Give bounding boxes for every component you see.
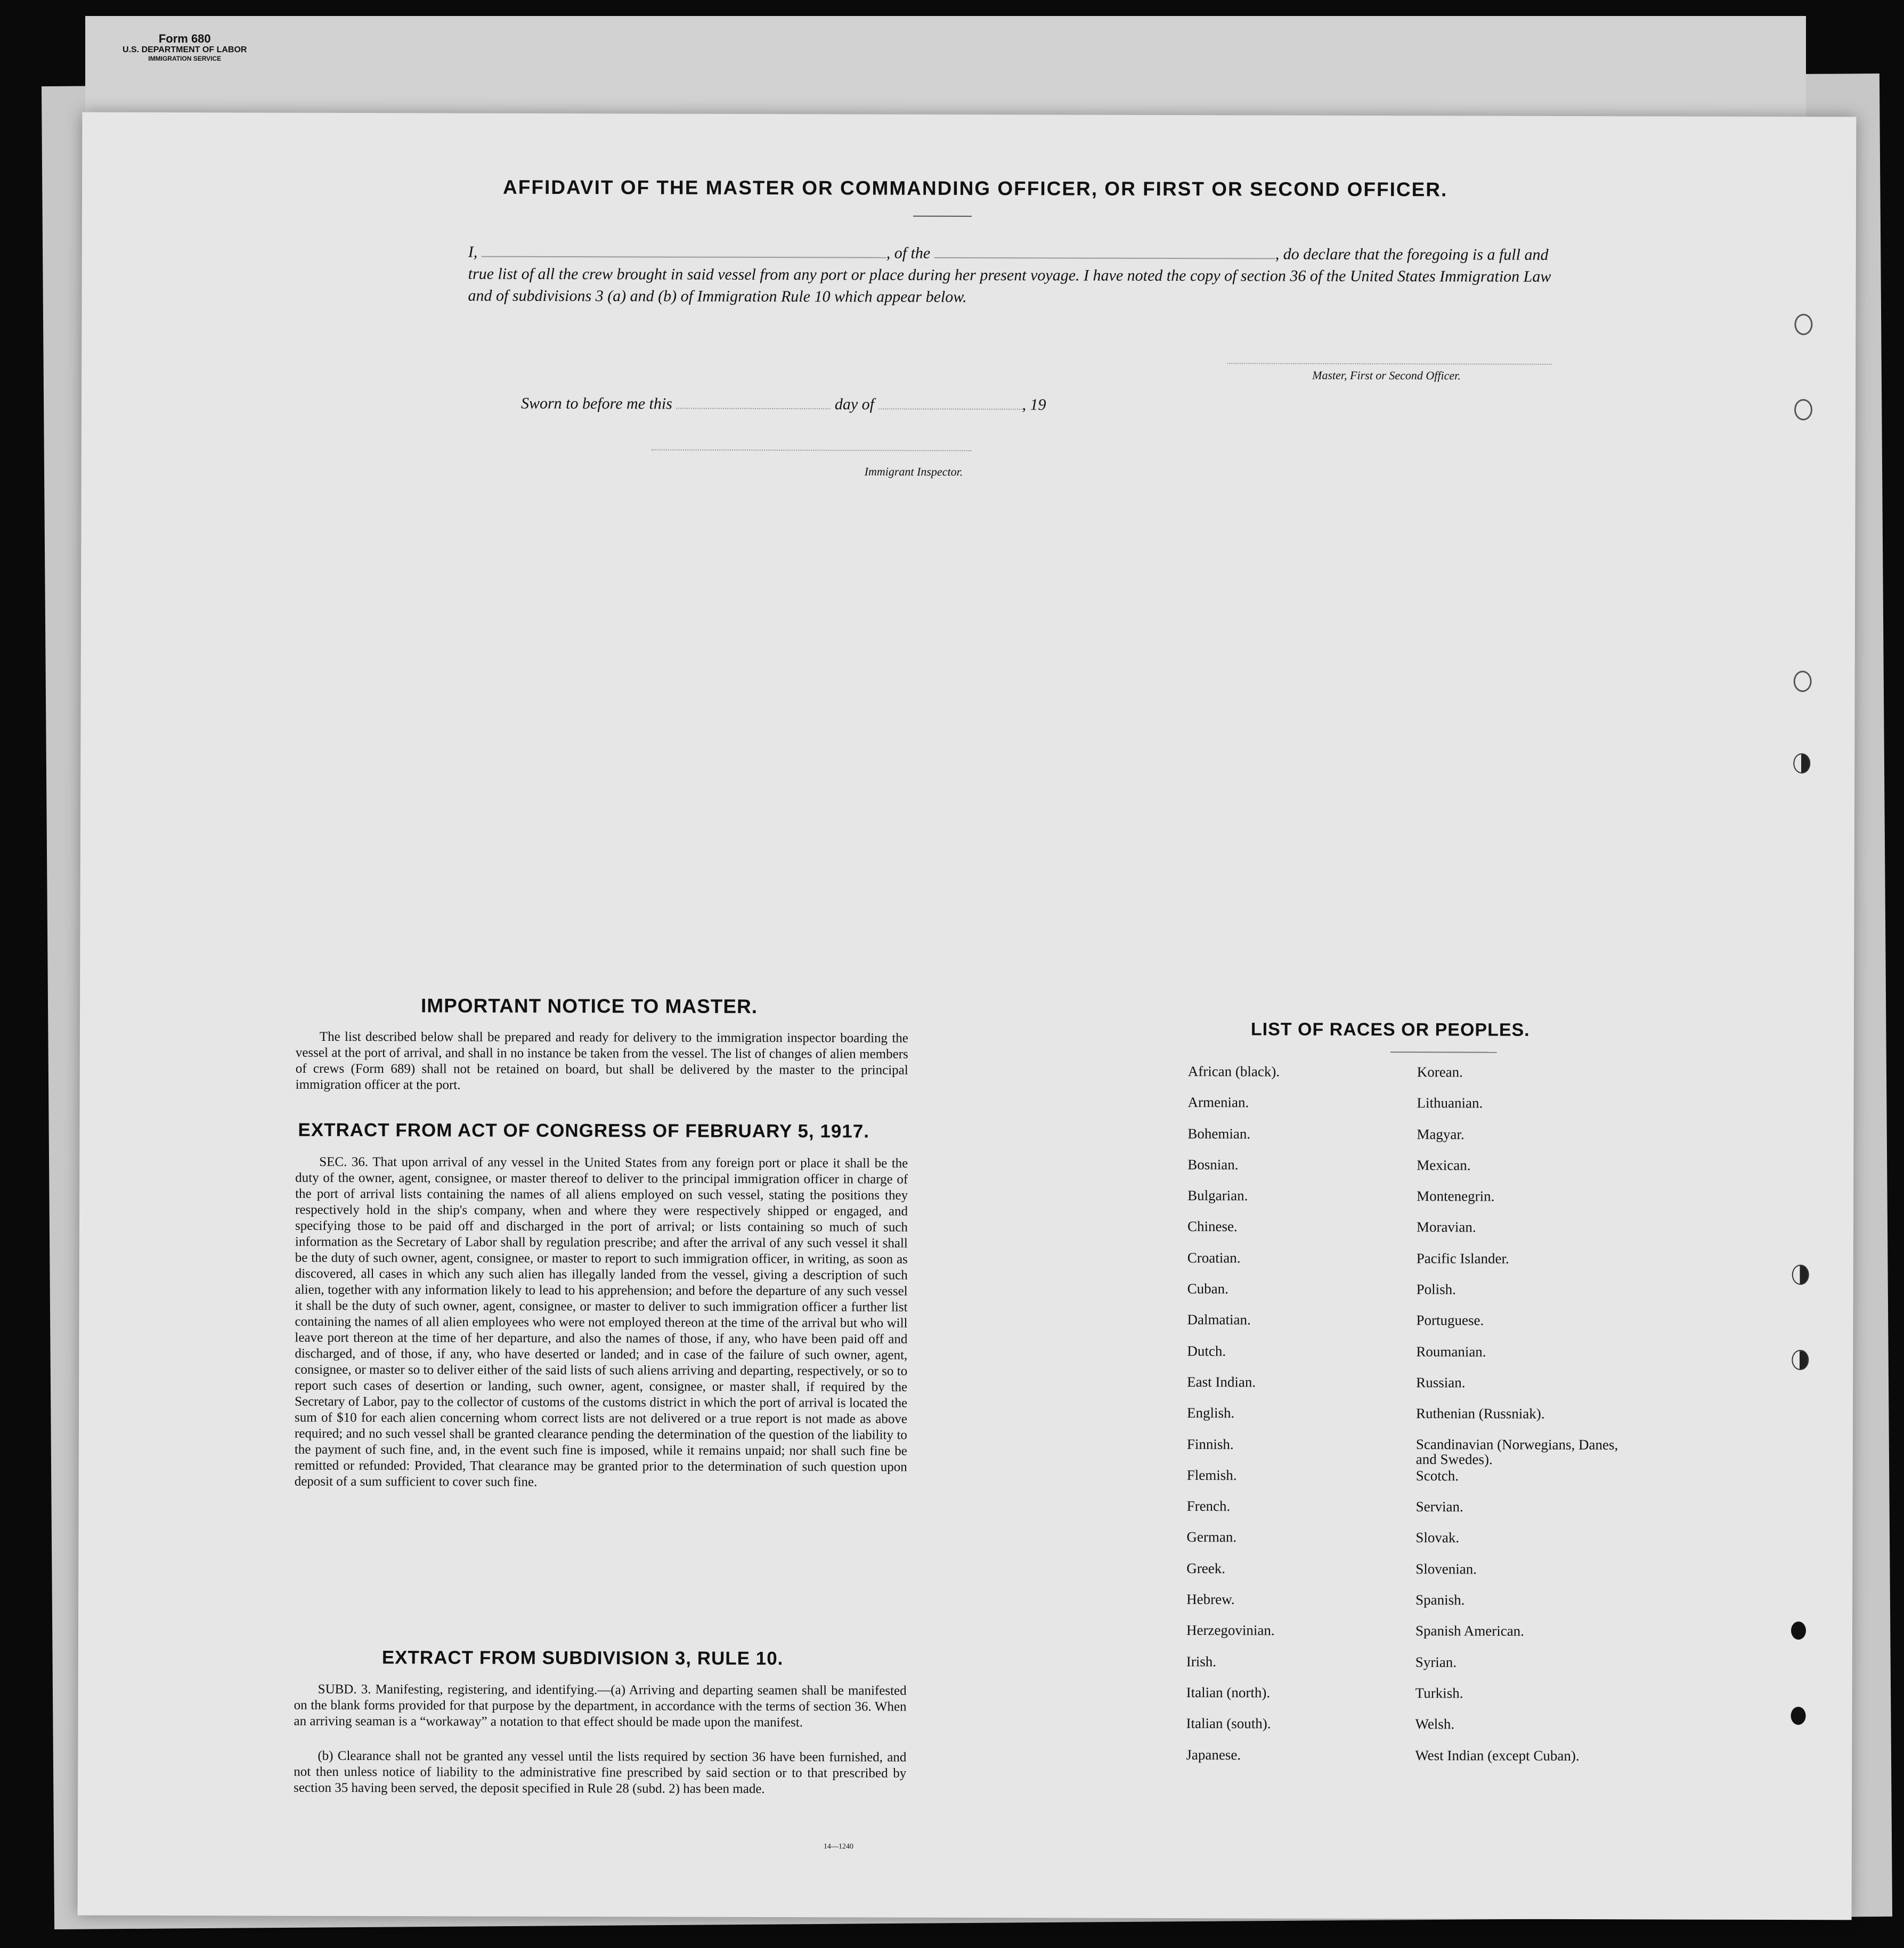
- affidavit-title: AFFIDAVIT OF THE MASTER OR COMMANDING OFFICER, OR FIRST OR SECOND OFFICER.: [503, 176, 1448, 201]
- act-extract-title: EXTRACT FROM ACT OF CONGRESS OF FEBRUARY 5, 1917.: [298, 1119, 870, 1142]
- form-number: Form 680: [158, 32, 211, 45]
- race-item: East Indian.: [1187, 1374, 1256, 1390]
- race-item: Greek.: [1186, 1560, 1226, 1577]
- inspector-signature-line[interactable]: [652, 449, 971, 451]
- binder-hole-icon: [1791, 1707, 1806, 1725]
- race-item: Hebrew.: [1186, 1591, 1235, 1608]
- race-item: Montenegrin.: [1417, 1188, 1495, 1204]
- master-name-field[interactable]: [482, 256, 886, 258]
- sworn-line: [521, 395, 1046, 414]
- race-item: Dalmatian.: [1187, 1311, 1251, 1328]
- form-header: [123, 32, 247, 62]
- race-item: Servian.: [1415, 1498, 1463, 1515]
- race-item: Slovak.: [1415, 1529, 1460, 1546]
- races-title-rule: [1390, 1052, 1497, 1053]
- declaration-i: I,: [468, 243, 478, 261]
- race-item: German.: [1186, 1529, 1237, 1545]
- race-item: Syrian.: [1415, 1653, 1457, 1670]
- print-code: 14—1240: [823, 1843, 853, 1851]
- declaration: [468, 241, 1560, 309]
- binder-hole-icon: [1794, 671, 1812, 692]
- rule-extract-body-a: SUBD. 3. Manifesting, registering, and identifying.—(a) Arriving and departing seamen shall be manifested on the blank forms provided for that purpose by the department, in accordance with the terms of section 36. When an arriving seaman is a “workaway” a notation to that effect should be made upon the manifest.: [294, 1682, 907, 1730]
- race-item: Turkish.: [1415, 1685, 1463, 1701]
- race-item: Spanish.: [1415, 1592, 1465, 1608]
- notice-title: IMPORTANT NOTICE TO MASTER.: [420, 995, 758, 1017]
- race-item: Dutch.: [1187, 1342, 1226, 1359]
- race-item: West Indian (except Cuban).: [1415, 1747, 1580, 1764]
- race-item: Pacific Islander.: [1416, 1250, 1509, 1267]
- affidavit-sheet: [78, 112, 1857, 1920]
- race-item: Scandinavian (Norwegians, Danes, and Swedes).: [1415, 1436, 1618, 1468]
- race-item: Italian (north).: [1186, 1684, 1271, 1701]
- race-item: Armenian.: [1187, 1094, 1249, 1111]
- race-item: Moravian.: [1416, 1219, 1476, 1235]
- race-item: Italian (south).: [1186, 1715, 1271, 1732]
- race-item: African (black).: [1187, 1063, 1280, 1080]
- race-item: French.: [1186, 1498, 1231, 1514]
- master-signature-line[interactable]: [1227, 363, 1552, 365]
- act-extract-body: SEC. 36. That upon arrival of any vessel in the United States from any foreign port or place it shall be the duty of the owner, agent, consignee, or master thereof to deliver to the principal immigration officer in charge of the port of arrival lists containing the names of all aliens employed on such vessel, stating the positions they respectively hold in the ship's company, when and where they were respectively shipped or engaged, and specifying those to be paid off and discharged in the port of arrival; or lists containing so much of such information as the Secretary of Labor shall by regulation prescribe; and after the arrival of any such vessel it shall be the duty of such owner, agent, consignee, or master to report to such immigration officer, in writing, as soon as discovered, all cases in which any such alien has illegally landed from the vessel, giving a description of such alien, together with any information likely to lead to his apprehension; and before the departure of any such vessel it shall be the duty of such owner, agent, consignee, or master to deliver to such immigration officer a further list containing the names of all alien employees who were not employed thereon at the time of the arrival but who will leave port thereon at the time of her departure, and also the names of those, if any, who have been paid off and discharged, and of those, if any, who have deserted or landed; and in case of the failure of such owner, agent, consignee, or master so to deliver either of the said lists of such aliens arriving and departing, respectively, or so to report such cases of desertion or landing, such owner, agent, consignee, or master shall, if required by the Secretary of Labor, pay to the collector of customs of the customs district in which the port of arrival is located the sum of $10 for each alien concerning whom correct lists are not delivered or a true report is not made as above required; and no such vessel shall be granted clearance pending the determination of the question of the liability to the payment of such fine, and, in the event such fine is imposed, while it remains unpaid; nor shall such fine be remitted or refunded: Provided, That clearance may be granted prior to the determination of such question upon deposit of a sum sufficient to cover such fine.: [294, 1154, 908, 1489]
- rule-extract-body-b: (b) Clearance shall not be granted any vessel until the lists required by section 36 have been furnished, and not then unless notice of liability to the administrative fine prescribed by said section or to that prescribed by section 35 having been served, the deposit specified in Rule 28 (subd. 2) has been made.: [294, 1748, 907, 1797]
- binder-hole-icon: [1791, 1621, 1806, 1640]
- race-item: Bosnian.: [1187, 1156, 1239, 1173]
- declaration-of-the: , of the: [886, 244, 931, 262]
- race-item: Herzegovinian.: [1186, 1622, 1275, 1639]
- race-item: Spanish American.: [1415, 1623, 1524, 1640]
- race-item: Lithuanian.: [1417, 1095, 1483, 1111]
- race-item: Welsh.: [1415, 1716, 1455, 1732]
- race-item: Bulgarian.: [1187, 1187, 1248, 1204]
- master-caption: Master, First or Second Officer.: [1312, 368, 1461, 382]
- race-item: Scotch.: [1415, 1468, 1459, 1484]
- sworn-date-field[interactable]: [676, 408, 831, 410]
- race-item: Korean.: [1417, 1064, 1463, 1080]
- sworn-prefix: Sworn to before me this: [520, 394, 672, 413]
- binder-hole-icon: [1792, 1350, 1809, 1370]
- race-item: Polish.: [1416, 1281, 1456, 1298]
- race-item: Roumanian.: [1416, 1343, 1486, 1360]
- race-item: Japanese.: [1186, 1746, 1241, 1763]
- race-item: Mexican.: [1417, 1157, 1471, 1173]
- rule-extract-title: EXTRACT FROM SUBDIVISION 3, RULE 10.: [381, 1647, 784, 1669]
- sworn-year: , 19: [1022, 396, 1046, 414]
- binder-hole-icon: [1794, 314, 1812, 335]
- vessel-name-field[interactable]: [934, 257, 1275, 259]
- race-item: Chinese.: [1187, 1218, 1238, 1235]
- races-title: LIST OF RACES OR PEOPLES.: [1250, 1019, 1530, 1040]
- title-underline: [913, 216, 972, 217]
- race-item: Irish.: [1186, 1653, 1217, 1669]
- race-item: Bohemian.: [1187, 1125, 1251, 1142]
- race-item: Portuguese.: [1416, 1312, 1484, 1328]
- service-name: IMMIGRATION SERVICE: [148, 54, 222, 62]
- race-item: Cuban.: [1187, 1281, 1228, 1297]
- inspector-caption: Immigrant Inspector.: [864, 464, 963, 478]
- declaration-body: that the foregoing is a full and true list of all the crew brought in said vessel from any port or place during her present voyage. I have noted the copy of section 36 of the United States Immigration Law and of subdivisions 3 (a) and (b) of Immigration Rule 10 which appear below.: [468, 245, 1551, 306]
- sworn-day: day of: [834, 395, 875, 413]
- race-item: Finnish.: [1186, 1436, 1234, 1452]
- race-item: Flemish.: [1186, 1466, 1237, 1484]
- races-left-column: [1186, 1063, 1364, 1778]
- binder-hole-icon: [1793, 753, 1810, 773]
- declaration-do-declare: , do declare: [1275, 245, 1351, 263]
- notice-body: The list described below shall be prepared and ready for delivery to the immigration inspector boarding the vessel at the port of arrival, and shall in no instance be taken from the vessel. The list of changes of alien members of crews (Form 689) shall not be retained on board, but shall be delivered by the master to the principal immigration officer at the port.: [295, 1029, 908, 1093]
- binder-hole-icon: [1792, 1265, 1809, 1285]
- race-item: Ruthenian (Russniak).: [1416, 1405, 1545, 1422]
- binder-hole-icon: [1794, 399, 1812, 420]
- race-item: Slovenian.: [1415, 1560, 1477, 1577]
- races-right-column: [1415, 1064, 1641, 1779]
- race-item: Magyar.: [1417, 1126, 1464, 1143]
- sworn-month-field[interactable]: [878, 409, 1022, 410]
- race-item: Croatian.: [1187, 1249, 1241, 1266]
- department-name: U.S. DEPARTMENT OF LABOR: [123, 45, 247, 55]
- race-item: Russian.: [1416, 1374, 1466, 1391]
- race-item: English.: [1187, 1405, 1235, 1421]
